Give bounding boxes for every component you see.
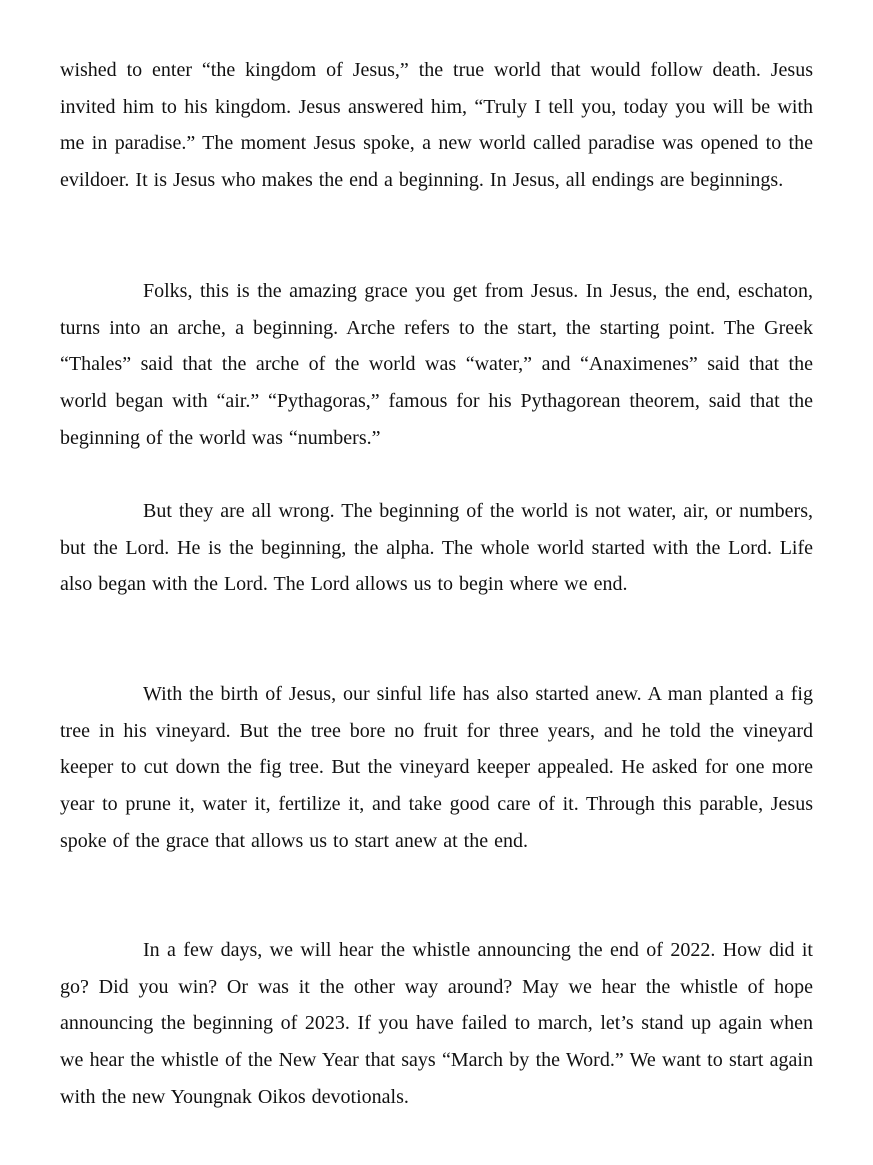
paragraph-continuation: wished to enter “the kingdom of Jesus,” the true world that would follow death. Jesus invited him to his kingdom. Jesus answered him, “Truly I tell you, today you will be with me in paradise.” The moment Jesus spoke, a new world called paradise was opened to the evildoer. It is Jesus who makes the end a beginning. In Jesus, all endings are beginnings.: [60, 59, 813, 192]
paragraph-beginning-lord: But they are all wrong. The beginning of the world is not water, air, or numbers, but the Lord. He is the beginning, the alpha. The whole world started with the Lord. Life also began with the Lord. The Lord allows us to begin where we end.: [60, 500, 813, 596]
paragraph-fig-tree: With the birth of Jesus, our sinful life has also started anew. A man planted a fig tree in his vineyard. But the tree bore no fruit for three years, and he told the vineyard keeper to cut down the fig tree. But the vineyard keeper appealed. He asked for one more year to prune it, water it, fertilize it, and take good care of it. Through this parable, Jesus spoke of the grace that allows us to start anew at the end.: [60, 683, 813, 852]
paragraph-new-year: In a few days, we will hear the whistle announcing the end of 2022. How did it go? Did you win? Or was it the other way around? May we hear the whistle of hope announcing the beginning of 2023. If you have failed to march, let’s stand up again when we hear the whistle of the New Year that says “March by the Word.” We want to start again with the new Youngnak Oikos devotionals.: [60, 939, 813, 1108]
paragraph-arche: Folks, this is the amazing grace you get from Jesus. In Jesus, the end, eschaton, turns into an arche, a beginning. Arche refers to the start, the starting point. The Greek “Thales” said that the arche of the world was “water,” and “Anaximenes” said that the world began with “air.” “Pythagoras,” famous for his Pythagorean theorem, said that the beginning of the world was “numbers.”: [60, 280, 813, 449]
